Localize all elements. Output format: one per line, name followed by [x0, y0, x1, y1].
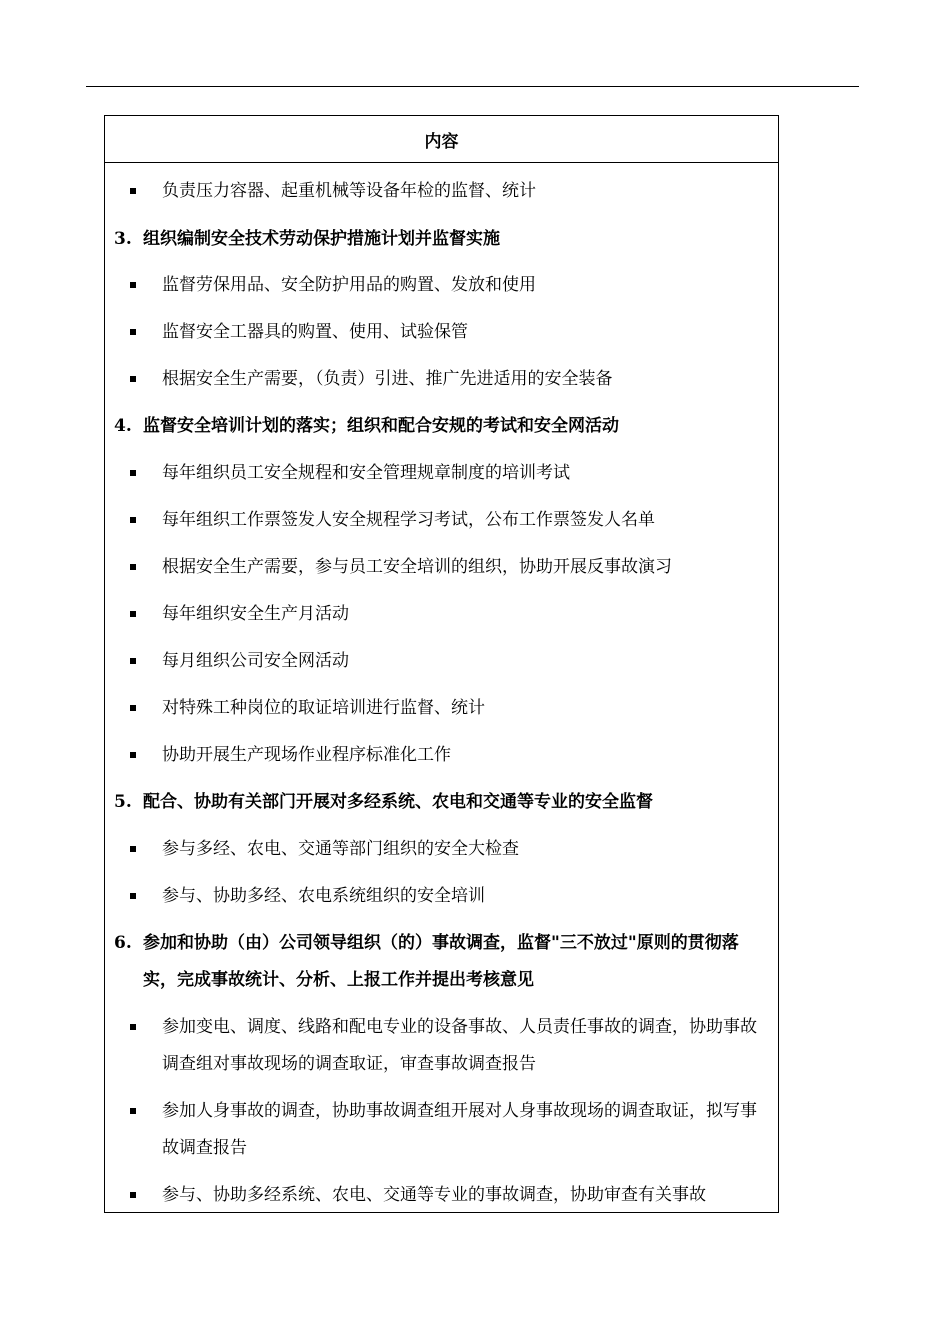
bullet-icon: [130, 1024, 136, 1030]
list-item: [105, 1177, 778, 1213]
list-item-text: 参加人身事故的调查，协助事故调查组开展对人身事故现场的调查取证，拟写事故调查报告: [162, 1101, 757, 1158]
bullet-icon: [130, 470, 136, 476]
list-item-text: 每年组织员工安全规程和安全管理规章制度的培训考试: [162, 463, 570, 483]
list-item: [105, 643, 778, 680]
list-item: [105, 878, 778, 915]
section-number: 4.: [114, 416, 132, 436]
section-heading: [105, 784, 778, 821]
bullet-icon: [130, 752, 136, 758]
list-item: [105, 267, 778, 304]
list-item: [105, 502, 778, 539]
bullet-icon: [130, 1192, 136, 1198]
list-item-text: 对特殊工种岗位的取证培训进行监督、统计: [162, 698, 485, 718]
list-item: [105, 455, 778, 492]
content-table: [104, 115, 779, 1213]
list-item-text: 监督安全工器具的购置、使用、试验保管: [162, 322, 468, 342]
bullet-icon: [130, 846, 136, 852]
bullet-icon: [130, 893, 136, 899]
list-item-text: 根据安全生产需要，（负责）引进、推广先进适用的安全装备: [162, 369, 613, 389]
list-item-text: 参与、协助多经、农电系统组织的安全培训: [162, 886, 485, 906]
bullet-icon: [130, 329, 136, 335]
bullet-icon: [130, 564, 136, 570]
section-number: 3.: [114, 229, 132, 249]
list-item: [105, 1093, 778, 1167]
list-item: [105, 549, 778, 586]
list-item: [105, 173, 778, 210]
bullet-icon: [130, 611, 136, 617]
bullet-icon: [130, 188, 136, 194]
list-item-text: 每年组织工作票签发人安全规程学习考试，公布工作票签发人名单: [162, 510, 655, 530]
list-item-text: 根据安全生产需要，参与员工安全培训的组织，协助开展反事故演习: [162, 557, 672, 577]
list-item: [105, 831, 778, 868]
list-item: [105, 690, 778, 727]
bullet-icon: [130, 282, 136, 288]
header-rule: [86, 86, 859, 87]
list-item: [105, 596, 778, 633]
section-text: 监督安全培训计划的落实；组织和配合安规的考试和安全网活动: [143, 416, 619, 436]
table-header-title: 内容: [424, 131, 459, 152]
section-text: 配合、协助有关部门开展对多经系统、农电和交通等专业的安全监督: [143, 792, 653, 812]
list-item-text: 参与、协助多经系统、农电、交通等专业的事故调查，协助审查有关事故: [162, 1185, 706, 1205]
list-item-text: 参加变电、调度、线路和配电专业的设备事故、人员责任事故的调查，协助事故调查组对事故现场的调查取证，审查事故调查报告: [162, 1017, 757, 1074]
section-heading: [105, 408, 778, 445]
section-number: 6.: [114, 933, 132, 953]
bullet-icon: [130, 376, 136, 382]
section-text: 参加和协助（由）公司领导组织（的）事故调查，监督"三不放过"原则的贯彻落实，完成事故统计、分析、上报工作并提出考核意见: [143, 933, 739, 990]
bullet-icon: [130, 517, 136, 523]
list-item: [105, 1009, 778, 1083]
table-header: [105, 116, 778, 163]
list-item-text: 协助开展生产现场作业程序标准化工作: [162, 745, 451, 765]
bullet-icon: [130, 658, 136, 664]
list-item-text: 负责压力容器、起重机械等设备年检的监督、统计: [162, 181, 536, 201]
list-item: [105, 737, 778, 774]
list-item-text: 监督劳保用品、安全防护用品的购置、发放和使用: [162, 275, 536, 295]
section-heading: [105, 925, 778, 999]
bullet-icon: [130, 705, 136, 711]
list-item-text: 每年组织安全生产月活动: [162, 604, 349, 624]
list-item-text: 参与多经、农电、交通等部门组织的安全大检查: [162, 839, 519, 859]
list-item: [105, 314, 778, 351]
bullet-icon: [130, 1108, 136, 1114]
section-text: 组织编制安全技术劳动保护措施计划并监督实施: [143, 229, 500, 249]
section-number: 5.: [114, 792, 132, 812]
list-item: [105, 361, 778, 398]
list-item-text: 每月组织公司安全网活动: [162, 651, 349, 671]
section-heading: [105, 221, 778, 258]
